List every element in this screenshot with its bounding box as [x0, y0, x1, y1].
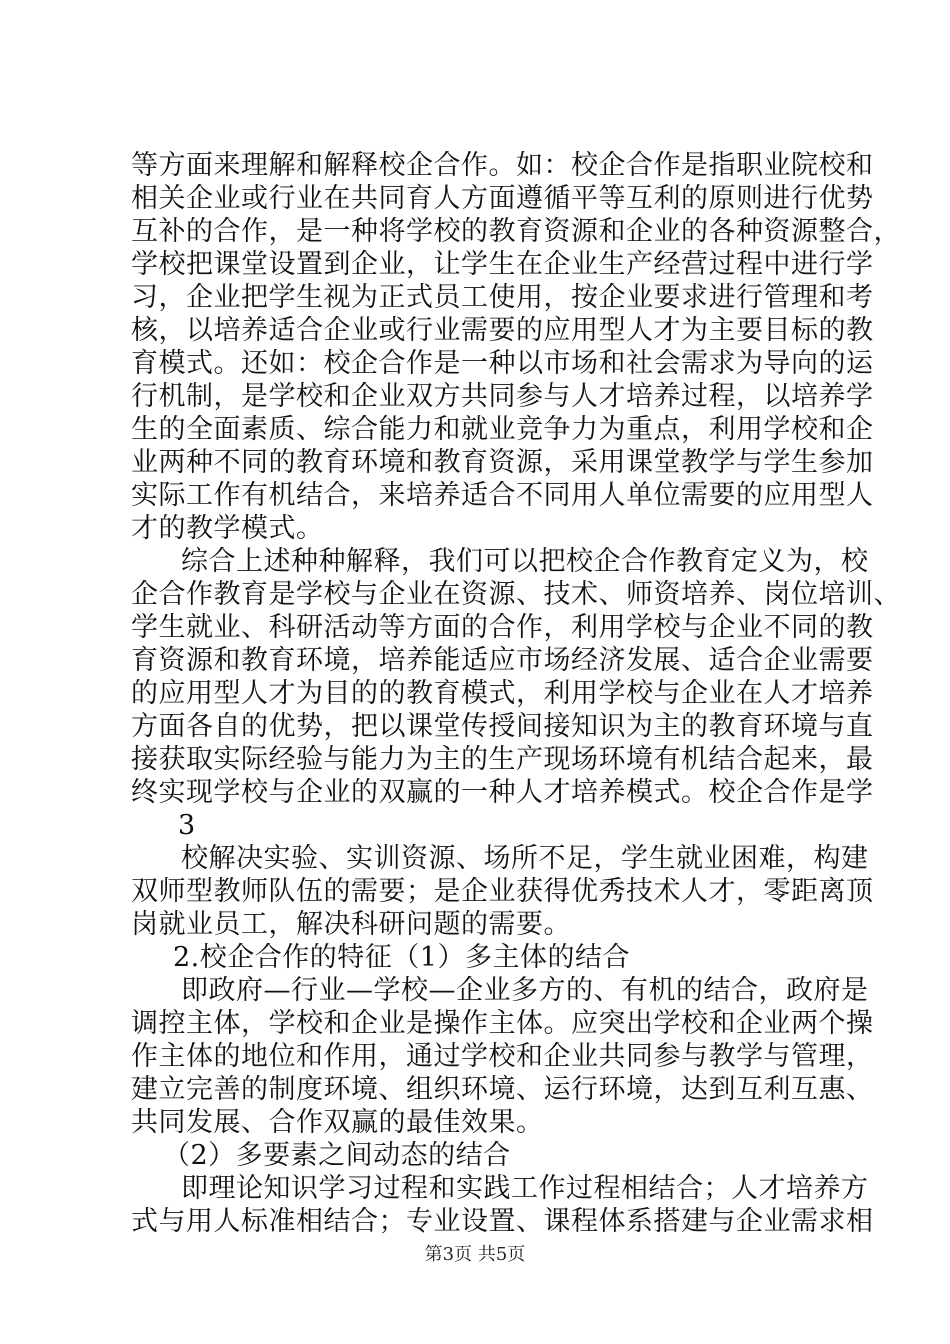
section-heading: 2.校企合作的特征（1）多主体的结合: [173, 942, 630, 973]
body-line: 相关企业或行业在共同育人方面遵循平等互利的原则进行优势: [131, 183, 874, 214]
body-line: 实际工作有机结合，来培养适合不同用人单位需要的应用型人: [131, 480, 874, 511]
body-line: 作主体的地位和作用，通过学校和企业共同参与教学与管理，: [131, 1041, 874, 1072]
paragraph-start-line: 综合上述种种解释，我们可以把校企合作教育定义为，校: [181, 546, 869, 577]
paragraph-start-line: 即理论知识学习过程和实践工作过程相结合；人才培养方: [181, 1173, 869, 1204]
body-line: 核，以培养适合企业或行业需要的应用型人才为主要目标的教: [131, 315, 874, 346]
body-line: 业两种不同的教育环境和教育资源，采用课堂教学与学生参加: [131, 447, 874, 478]
body-line: 的应用型人才为目的的教育模式，利用学校与企业在人才培养: [131, 678, 874, 709]
body-line: 习，企业把学生视为正式员工使用，按企业要求进行管理和考: [131, 282, 874, 313]
body-line: 互补的合作，是一种将学校的教育资源和企业的各种资源整合，: [131, 216, 901, 247]
body-line: 终实现学校与企业的双赢的一种人才培养模式。校企合作是学: [131, 777, 874, 808]
body-line: 生的全面素质、综合能力和就业竞争力为重点，利用学校和企: [131, 414, 874, 445]
body-line: 式与用人标准相结合；专业设置、课程体系搭建与企业需求相: [131, 1206, 874, 1237]
body-line: 学生就业、科研活动等方面的合作，利用学校与企业不同的教: [131, 612, 874, 643]
body-line: 等方面来理解和解释校企合作。如：校企合作是指职业院校和: [131, 150, 874, 181]
inline-page-number: 3: [178, 810, 196, 841]
subsection-heading: （2）多要素之间动态的结合: [163, 1140, 511, 1171]
body-line: 方面各自的优势，把以课堂传授间接知识为主的教育环境与直: [131, 711, 874, 742]
body-line: 学校把课堂设置到企业，让学生在企业生产经营过程中进行学: [131, 249, 874, 280]
body-line: 双师型教师队伍的需要；是企业获得优秀技术人才，零距离顶: [131, 876, 874, 907]
body-line: 接获取实际经验与能力为主的生产现场环境有机结合起来，最: [131, 744, 874, 775]
body-line: 行机制，是学校和企业双方共同参与人才培养过程，以培养学: [131, 381, 874, 412]
body-line: 建立完善的制度环境、组织环境、运行环境，达到互利互惠、: [131, 1074, 874, 1105]
body-line: 共同发展、合作双赢的最佳效果。: [131, 1107, 544, 1138]
body-line: 才的教学模式。: [131, 513, 324, 544]
paragraph-start-line: 即政府—行业—学校—企业多方的、有机的结合，政府是: [181, 975, 869, 1006]
page-footer: 第3页 共5页: [424, 1244, 526, 1265]
paragraph-start-line: 校解决实验、实训资源、场所不足，学生就业困难，构建: [181, 843, 869, 874]
body-line: 岗就业员工，解决科研问题的需要。: [131, 909, 571, 940]
body-line: 企合作教育是学校与企业在资源、技术、师资培养、岗位培训、: [131, 579, 901, 610]
body-line: 育模式。还如：校企合作是一种以市场和社会需求为导向的运: [131, 348, 874, 379]
body-line: 调控主体，学校和企业是操作主体。应突出学校和企业两个操: [131, 1008, 874, 1039]
body-line: 育资源和教育环境，培养能适应市场经济发展、适合企业需要: [131, 645, 874, 676]
